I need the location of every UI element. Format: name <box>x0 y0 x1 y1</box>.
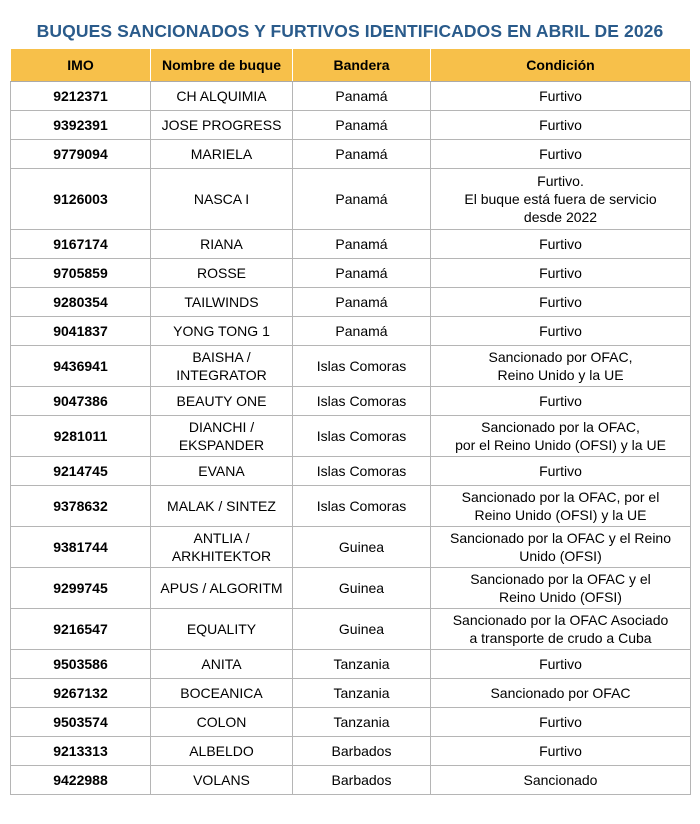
flag-cell: Panamá <box>293 259 431 288</box>
vessel-name-cell <box>151 679 293 708</box>
vessel-name-cell <box>151 527 293 568</box>
flag-cell: Panamá <box>293 111 431 140</box>
table-row <box>11 766 691 795</box>
vessel-name-line: INTEGRATOR <box>176 367 267 383</box>
condition-line: Furtivo. <box>537 173 584 189</box>
vessel-name-line: VOLANS <box>193 772 250 788</box>
table-header-row <box>11 49 691 82</box>
condition-line: Furtivo <box>539 265 582 281</box>
table-row <box>11 568 691 609</box>
imo-cell: 9041837 <box>11 317 151 346</box>
condition-cell <box>431 486 691 527</box>
condition-line: Reino Unido (OFSI) <box>499 589 622 605</box>
table-row <box>11 609 691 650</box>
vessel-name-cell <box>151 140 293 169</box>
vessel-name-cell <box>151 111 293 140</box>
flag-cell: Tanzania <box>293 679 431 708</box>
condition-cell <box>431 679 691 708</box>
condition-cell <box>431 111 691 140</box>
vessel-name-line: MARIELA <box>190 146 253 162</box>
flag-cell: Panamá <box>293 230 431 259</box>
vessel-name-line: JOSE PROGRESS <box>161 117 282 133</box>
vessel-name-line: RIANA <box>200 236 243 252</box>
imo-cell: 9213313 <box>11 737 151 766</box>
table-row <box>11 346 691 387</box>
condition-line: Furtivo <box>539 714 582 730</box>
table-row <box>11 140 691 169</box>
condition-line: Sancionado por la OFAC, por el <box>461 489 660 505</box>
condition-cell <box>431 457 691 486</box>
condition-cell <box>431 230 691 259</box>
flag-cell: Tanzania <box>293 708 431 737</box>
vessel-name-cell <box>151 346 293 387</box>
flag-cell: Islas Comoras <box>293 346 431 387</box>
flag-cell: Guinea <box>293 568 431 609</box>
flag-cell: Panamá <box>293 288 431 317</box>
imo-cell: 9378632 <box>11 486 151 527</box>
imo-cell: 9214745 <box>11 457 151 486</box>
imo-cell: 9392391 <box>11 111 151 140</box>
vessel-name-cell <box>151 708 293 737</box>
condition-line: desde 2022 <box>523 209 598 225</box>
vessel-name-cell <box>151 288 293 317</box>
imo-cell: 9503574 <box>11 708 151 737</box>
vessel-name-line: ALBELDO <box>189 743 254 759</box>
table-row <box>11 457 691 486</box>
vessel-name-line: COLON <box>196 714 247 730</box>
flag-cell: Guinea <box>293 609 431 650</box>
vessel-name-line: EQUALITY <box>186 621 257 637</box>
flag-cell: Tanzania <box>293 650 431 679</box>
table-row <box>11 650 691 679</box>
vessel-name-cell <box>151 568 293 609</box>
header-condition: Condición <box>431 49 691 82</box>
condition-line: Furtivo <box>539 323 582 339</box>
condition-line: Furtivo <box>539 463 582 479</box>
vessel-name-line: NASCA I <box>193 191 250 207</box>
vessel-name-line: DIANCHI / <box>188 419 255 435</box>
flag-cell: Panamá <box>293 140 431 169</box>
vessel-name-cell <box>151 169 293 230</box>
condition-cell <box>431 650 691 679</box>
vessel-name-line: APUS / ALGORITM <box>160 580 283 596</box>
table-body <box>11 82 691 795</box>
condition-line: Sancionado por OFAC, <box>488 349 633 365</box>
condition-line: Sancionado por OFAC <box>490 685 631 701</box>
flag-cell: Islas Comoras <box>293 457 431 486</box>
flag-cell: Panamá <box>293 82 431 111</box>
flag-cell: Barbados <box>293 737 431 766</box>
vessel-name-cell <box>151 457 293 486</box>
vessel-name-line: CH ALQUIMIA <box>176 88 267 104</box>
condition-cell <box>431 568 691 609</box>
condition-line: Furtivo <box>539 146 582 162</box>
table-row <box>11 259 691 288</box>
vessel-name-cell <box>151 387 293 416</box>
table-row <box>11 111 691 140</box>
condition-line: El buque está fuera de servicio <box>464 191 657 207</box>
vessel-name-cell <box>151 609 293 650</box>
flag-cell: Panamá <box>293 169 431 230</box>
vessel-name-line: BEAUTY ONE <box>176 393 267 409</box>
flag-cell: Islas Comoras <box>293 416 431 457</box>
vessel-name-cell <box>151 82 293 111</box>
condition-cell <box>431 609 691 650</box>
vessel-name-line: ANITA <box>201 656 242 672</box>
table-title: BUQUES SANCIONADOS Y FURTIVOS IDENTIFICADOS EN ABRIL DE 2026 <box>36 21 664 41</box>
imo-cell: 9299745 <box>11 568 151 609</box>
imo-cell: 9503586 <box>11 650 151 679</box>
imo-cell: 9422988 <box>11 766 151 795</box>
condition-cell <box>431 288 691 317</box>
table-row <box>11 169 691 230</box>
condition-line: Unido (OFSI) <box>519 548 602 564</box>
vessel-name-cell <box>151 317 293 346</box>
condition-cell <box>431 416 691 457</box>
flag-cell: Barbados <box>293 766 431 795</box>
condition-line: Sancionado por la OFAC y el <box>470 571 651 587</box>
vessel-name-line: ARKHITEKTOR <box>171 548 272 564</box>
condition-line: Sancionado <box>523 772 598 788</box>
condition-line: Furtivo <box>539 393 582 409</box>
vessels-table <box>10 48 691 795</box>
vessel-name-cell <box>151 416 293 457</box>
vessel-name-line: BAISHA / <box>192 349 251 365</box>
header-vessel-name: Nombre de buque <box>151 49 293 82</box>
document <box>10 14 690 795</box>
condition-cell <box>431 527 691 568</box>
condition-line: Furtivo <box>539 117 582 133</box>
condition-cell <box>431 317 691 346</box>
flag-cell: Islas Comoras <box>293 387 431 416</box>
table-row <box>11 230 691 259</box>
imo-cell: 9280354 <box>11 288 151 317</box>
condition-cell <box>431 708 691 737</box>
flag-cell: Panamá <box>293 317 431 346</box>
condition-line: Furtivo <box>539 88 582 104</box>
vessel-name-line: EVANA <box>198 463 245 479</box>
table-row <box>11 527 691 568</box>
vessel-name-line: MALAK / SINTEZ <box>167 498 276 514</box>
vessel-name-cell <box>151 766 293 795</box>
condition-line: Reino Unido y la UE <box>497 367 624 383</box>
table-row <box>11 737 691 766</box>
condition-cell <box>431 140 691 169</box>
vessel-name-cell <box>151 486 293 527</box>
table-row <box>11 317 691 346</box>
condition-line: Furtivo <box>539 294 582 310</box>
condition-cell <box>431 346 691 387</box>
imo-cell: 9705859 <box>11 259 151 288</box>
condition-line: Reino Unido (OFSI) y la UE <box>474 507 647 523</box>
condition-line: Sancionado por la OFAC y el Reino <box>449 530 671 546</box>
header-flag: Bandera <box>293 49 431 82</box>
condition-line: Furtivo <box>539 656 582 672</box>
vessel-name-cell <box>151 650 293 679</box>
table-row <box>11 288 691 317</box>
vessel-name-line: EKSPANDER <box>178 437 265 453</box>
imo-cell: 9436941 <box>11 346 151 387</box>
imo-cell: 9779094 <box>11 140 151 169</box>
condition-line: Furtivo <box>539 236 582 252</box>
imo-cell: 9047386 <box>11 387 151 416</box>
condition-cell <box>431 737 691 766</box>
condition-line: Furtivo <box>539 743 582 759</box>
table-row <box>11 708 691 737</box>
condition-line: a transporte de crudo a Cuba <box>469 630 652 646</box>
imo-cell: 9212371 <box>11 82 151 111</box>
table-row <box>11 679 691 708</box>
condition-line: Sancionado por la OFAC Asociado <box>452 612 669 628</box>
imo-cell: 9267132 <box>11 679 151 708</box>
flag-cell: Guinea <box>293 527 431 568</box>
vessel-name-line: ROSSE <box>196 265 246 281</box>
flag-cell: Islas Comoras <box>293 486 431 527</box>
condition-cell <box>431 259 691 288</box>
imo-cell: 9167174 <box>11 230 151 259</box>
table-row <box>11 82 691 111</box>
condition-cell <box>431 169 691 230</box>
condition-cell <box>431 766 691 795</box>
vessel-name-line: BOCEANICA <box>180 685 263 701</box>
vessel-name-line: YONG TONG 1 <box>173 323 270 339</box>
vessel-name-line: TAILWINDS <box>184 294 259 310</box>
imo-cell: 9126003 <box>11 169 151 230</box>
condition-cell <box>431 82 691 111</box>
table-row <box>11 486 691 527</box>
vessel-name-cell <box>151 230 293 259</box>
vessel-name-cell <box>151 737 293 766</box>
vessel-name-line: ANTLIA / <box>193 530 250 546</box>
header-imo: IMO <box>11 49 151 82</box>
imo-cell: 9216547 <box>11 609 151 650</box>
vessel-name-cell <box>151 259 293 288</box>
condition-line: Sancionado por la OFAC, <box>481 419 640 435</box>
table-row <box>11 387 691 416</box>
condition-line: por el Reino Unido (OFSI) y la UE <box>455 437 666 453</box>
imo-cell: 9281011 <box>11 416 151 457</box>
imo-cell: 9381744 <box>11 527 151 568</box>
condition-cell <box>431 387 691 416</box>
table-row <box>11 416 691 457</box>
